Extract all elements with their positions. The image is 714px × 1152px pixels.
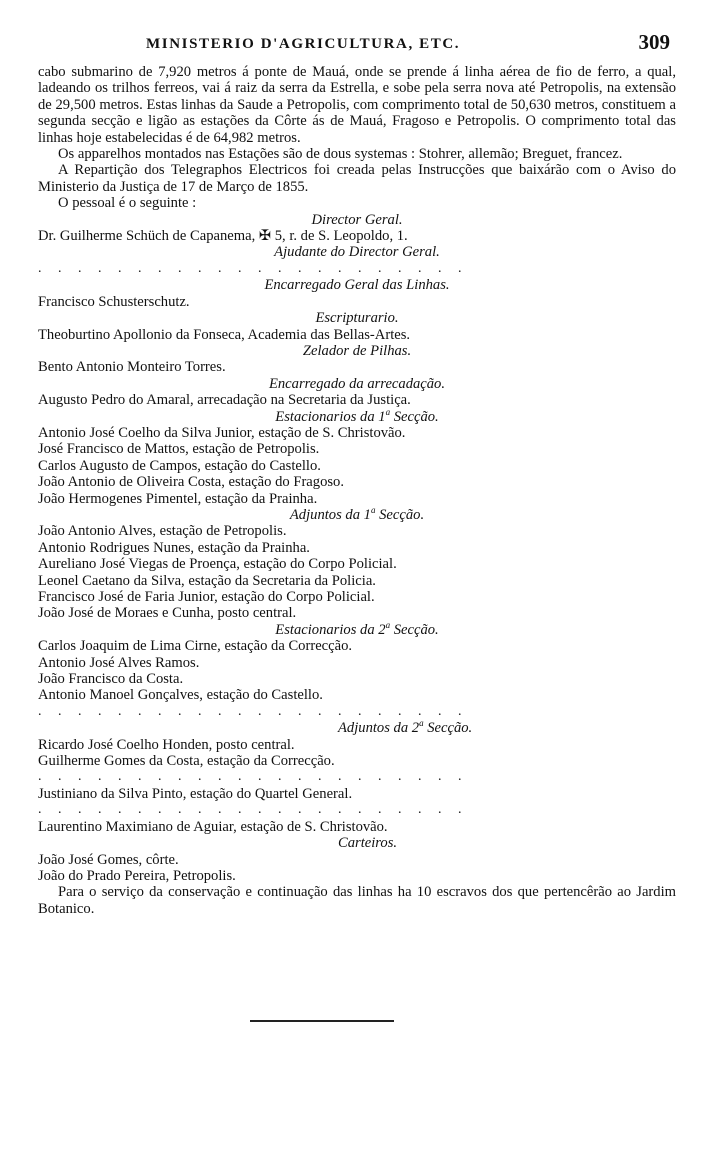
- dot-leader: . . . . . . . . . . . . . . . . . . . . . .: [38, 703, 468, 719]
- list-item: Ricardo José Coelho Honden, posto central.: [38, 736, 295, 753]
- list-item: Leonel Caetano da Silva, estação da Secretaria da Policia.: [38, 572, 376, 589]
- list-item: Antonio José Coelho da Silva Junior, estação de S. Christovão.: [38, 424, 406, 441]
- section-heading-adjuntos-1: [38, 507, 676, 523]
- section-heading-adjuntos-2: [38, 720, 676, 736]
- list-item: Antonio Manoel Gonçalves, estação do Castello.: [38, 687, 323, 704]
- document-page: [38, 30, 676, 917]
- list-item: José Francisco de Mattos, estação de Petropolis.: [38, 441, 320, 458]
- list-item: Justiniano da Silva Pinto, estação do Quartel General.: [38, 785, 353, 802]
- running-title: MINISTERIO D'AGRICULTURA, ETC.: [146, 36, 461, 52]
- staff-list: [38, 212, 676, 885]
- heading-superscript: a: [385, 619, 391, 630]
- list-item: Dr. Guilherme Schüch de Capanema, ✠ 5, r. de S. Leopoldo, 1.: [38, 228, 408, 245]
- heading-text: Estacionarios da 1: [275, 408, 386, 425]
- heading-text: Estacionarios da 2: [275, 621, 386, 638]
- end-rule: [250, 1020, 394, 1022]
- intro-text: [38, 64, 676, 212]
- heading-superscript: a: [419, 718, 424, 729]
- dot-leader: . . . . . . . . . . . . . . . . . . . . . .: [38, 769, 468, 785]
- list-item: Bento Antonio Monteiro Torres.: [38, 359, 226, 376]
- heading-superscript: a: [385, 406, 391, 417]
- list-item: Augusto Pedro do Amaral, arrecadação na Secretaria da Justiça.: [38, 392, 411, 409]
- list-item: Carlos Joaquim de Lima Cirne, estação da Correcção.: [38, 638, 353, 655]
- list-item: Laurentino Maximiano de Aguiar, estação de S. Christovão.: [38, 818, 388, 835]
- list-item: Francisco José de Faria Junior, estação do Corpo Policial.: [38, 589, 375, 605]
- list-item: João Francisco da Costa.: [38, 671, 184, 688]
- closing-text: [38, 884, 676, 917]
- dot-leader: . . . . . . . . . . . . . . . . . . . . . .: [38, 260, 468, 276]
- intro-paragraph: A Repartição dos Telegraphos Electricos foi creada pelas Instrucções que baixárão com o Aviso do Ministerio da Justiça de 17 de Março de 1855.: [38, 162, 676, 195]
- list-item: Antonio Rodrigues Nunes, estação da Prainha.: [38, 539, 310, 556]
- section-heading-zelador: Zelador de Pilhas.: [302, 342, 412, 359]
- list-item: João Antonio de Oliveira Costa, estação do Fragoso.: [38, 474, 345, 491]
- list-item: Francisco Schusterschutz.: [38, 293, 190, 310]
- intro-paragraph: Os apparelhos montados nas Estações são de dous systemas : Stohrer, allemão; Breguet, francez.: [58, 146, 623, 163]
- list-item: João do Prado Pereira, Petropolis.: [38, 867, 236, 884]
- section-heading-ajudante: Ajudante do Director Geral.: [274, 244, 440, 261]
- heading-superscript: a: [370, 505, 376, 516]
- heading-text: Secção.: [390, 621, 439, 638]
- section-heading-carteiros: Carteiros.: [338, 835, 398, 852]
- list-item: Carlos Augusto de Campos, estação do Castello.: [38, 457, 321, 474]
- list-item: João Hermogenes Pimentel, estação da Prainha.: [38, 490, 318, 507]
- heading-text: Adjuntos da 1: [289, 506, 371, 523]
- list-item: Antonio José Alves Ramos.: [38, 654, 200, 671]
- list-item: Guilherme Gomes da Costa, estação da Correcção.: [38, 753, 335, 770]
- section-heading-director: Director Geral.: [311, 211, 403, 228]
- page-header: [38, 30, 676, 64]
- list-item: Aureliano José Viegas de Proença, estação do Corpo Policial.: [38, 556, 397, 573]
- list-item: João José de Moraes e Cunha, posto central.: [38, 605, 297, 622]
- list-item: João José Gomes, côrte.: [38, 851, 179, 868]
- list-item: Theoburtino Apollonio da Fonseca, Academia das Bellas-Artes.: [38, 326, 411, 343]
- heading-text: Secção.: [423, 720, 473, 737]
- heading-text: Secção.: [390, 408, 439, 425]
- closing-paragraph: Para o serviço da conservação e continuação das linhas ha 10 escravos dos que pertencêrão ao Jardim Botanico.: [38, 884, 676, 917]
- section-heading-estacionarios-2: [38, 619, 676, 638]
- section-heading-arrecadacao: Encarregado da arrecadação.: [268, 375, 446, 392]
- heading-text: Adjuntos da 2: [338, 720, 420, 737]
- dot-leader: . . . . . . . . . . . . . . . . . . . . . .: [38, 802, 468, 818]
- section-heading-estacionarios-1: [38, 406, 676, 425]
- heading-text: Secção.: [375, 506, 425, 523]
- section-heading-escripturario: Escripturario.: [315, 310, 399, 327]
- intro-paragraph: cabo submarino de 7,920 metros á ponte de Mauá, onde se prende á linha aérea de fio de ferro, a qual, ladeando os trilhos ferreos, vai á raiz da serra da Estrella, e sobe pela serra nova até Petropolis, na extensão de 29,500 metros. Estas linhas da Saude a Petropolis, com comprimento total de 50,630 metros, constituem a segunda secção e ligão as estações da Côrte ás de Mauá, Fragoso e Petropolis. O comprimento total das linhas hoje estabelecidas é de 64,982 metros.: [38, 64, 676, 146]
- list-item: João Antonio Alves, estação de Petropolis.: [38, 523, 287, 540]
- intro-paragraph: O pessoal é o seguinte :: [58, 195, 197, 212]
- page-number: 309: [638, 30, 670, 54]
- section-heading-encarregado-linhas: Encarregado Geral das Linhas.: [264, 277, 450, 294]
